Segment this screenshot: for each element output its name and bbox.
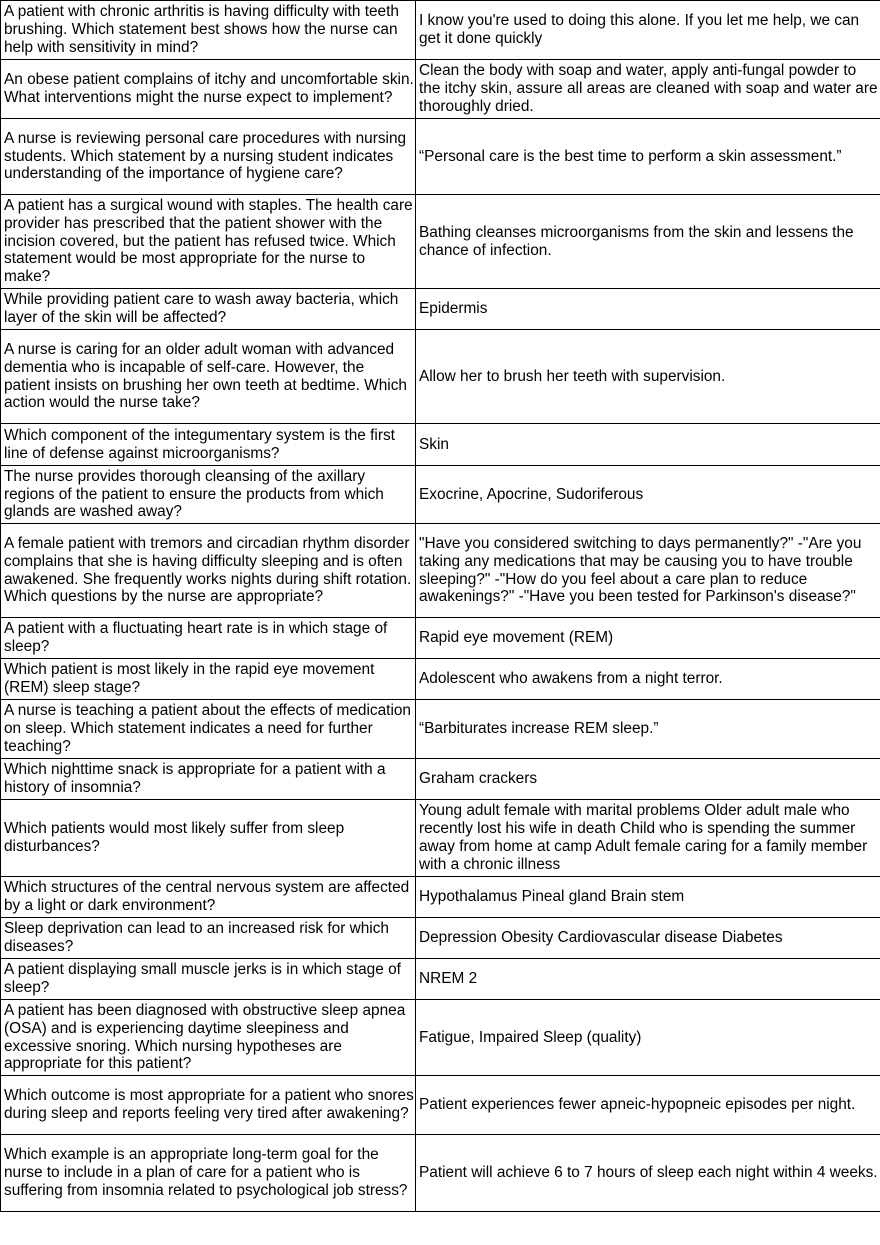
card-row — [1, 1, 880, 60]
answer-cell: Patient experiences fewer apneic-hypopneic episodes per night. — [416, 1076, 880, 1135]
answer-cell: Rapid eye movement (REM) — [416, 618, 880, 659]
answer-cell: Graham crackers — [416, 759, 880, 800]
question-cell: Which nighttime snack is appropriate for a patient with a history of insomnia? — [1, 759, 416, 800]
card-row — [1, 466, 880, 524]
question-cell: A female patient with tremors and circadian rhythm disorder complains that she is having difficulty sleeping and is often awakened. She frequently works nights during shift rotation. Which questions by the nurse are appropriate? — [1, 524, 416, 618]
card-row — [1, 524, 880, 618]
answer-cell: Depression Obesity Cardiovascular disease Diabetes — [416, 918, 880, 959]
card-row — [1, 1000, 880, 1076]
answer-cell: Young adult female with marital problems Older adult male who recently lost his wife in death Child who is spending the summer away from home at camp Adult female caring for a family member with a chronic illness — [416, 800, 880, 877]
card-row — [1, 1076, 880, 1135]
card-row — [1, 618, 880, 659]
question-cell: Which component of the integumentary system is the first line of defense against microorganisms? — [1, 424, 416, 466]
answer-cell: Allow her to brush her teeth with supervision. — [416, 330, 880, 424]
question-cell: A patient displaying small muscle jerks is in which stage of sleep? — [1, 959, 416, 1000]
card-row — [1, 759, 880, 800]
question-cell: Which example is an appropriate long-term goal for the nurse to include in a plan of care for a patient who is suffering from insomnia related to psychological job stress? — [1, 1135, 416, 1212]
answer-cell: Exocrine, Apocrine, Sudoriferous — [416, 466, 880, 524]
card-row — [1, 800, 880, 877]
answer-cell: Fatigue, Impaired Sleep (quality) — [416, 1000, 880, 1076]
question-cell: An obese patient complains of itchy and uncomfortable skin. What interventions might the nurse expect to implement? — [1, 60, 416, 119]
card-row — [1, 959, 880, 1000]
card-row — [1, 195, 880, 289]
question-cell: Which patient is most likely in the rapid eye movement (REM) sleep stage? — [1, 659, 416, 700]
answer-cell: “Personal care is the best time to perform a skin assessment.” — [416, 119, 880, 195]
answer-cell: Epidermis — [416, 289, 880, 330]
answer-cell: NREM 2 — [416, 959, 880, 1000]
question-cell: A patient with a fluctuating heart rate is in which stage of sleep? — [1, 618, 416, 659]
answer-cell: Patient will achieve 6 to 7 hours of sleep each night within 4 weeks. — [416, 1135, 880, 1212]
question-cell: Which outcome is most appropriate for a patient who snores during sleep and reports feeling very tired after awakening? — [1, 1076, 416, 1135]
card-row — [1, 60, 880, 119]
card-row — [1, 330, 880, 424]
question-cell: Which structures of the central nervous system are affected by a light or dark environment? — [1, 877, 416, 918]
answer-cell: Clean the body with soap and water, apply anti-fungal powder to the itchy skin, assure all areas are cleaned with soap and water are thoroughly dried. — [416, 60, 880, 119]
card-row — [1, 1135, 880, 1212]
question-cell: A patient has been diagnosed with obstructive sleep apnea (OSA) and is experiencing daytime sleepiness and excessive snoring. Which nursing hypotheses are appropriate for this patient? — [1, 1000, 416, 1076]
question-cell: A nurse is teaching a patient about the effects of medication on sleep. Which statement indicates a need for further teaching? — [1, 700, 416, 759]
card-row — [1, 119, 880, 195]
answer-cell: Skin — [416, 424, 880, 466]
question-cell: While providing patient care to wash away bacteria, which layer of the skin will be affected? — [1, 289, 416, 330]
answer-cell: I know you're used to doing this alone. If you let me help, we can get it done quickly — [416, 1, 880, 60]
card-row — [1, 424, 880, 466]
question-cell: A patient has a surgical wound with staples. The health care provider has prescribed that the patient shower with the incision covered, but the patient has refused twice. Which statement would be most appropriate for the nurse to make? — [1, 195, 416, 289]
question-cell: The nurse provides thorough cleansing of the axillary regions of the patient to ensure the products from which glands are washed away? — [1, 466, 416, 524]
question-cell: A patient with chronic arthritis is having difficulty with teeth brushing. Which statement best shows how the nurse can help with sensitivity in mind? — [1, 1, 416, 60]
answer-cell: Adolescent who awakens from a night terror. — [416, 659, 880, 700]
answer-cell: "Have you considered switching to days permanently?" -"Are you taking any medications that may be causing you to have trouble sleeping?" -"How do you feel about a care plan to reduce awakenings?" -"Have you been tested for Parkinson's disease?" — [416, 524, 880, 618]
card-row — [1, 289, 880, 330]
answer-cell: Hypothalamus Pineal gland Brain stem — [416, 877, 880, 918]
answer-cell: Bathing cleanses microorganisms from the skin and lessens the chance of infection. — [416, 195, 880, 289]
card-row — [1, 877, 880, 918]
answer-cell: “Barbiturates increase REM sleep.” — [416, 700, 880, 759]
card-row — [1, 918, 880, 959]
question-cell: Which patients would most likely suffer from sleep disturbances? — [1, 800, 416, 877]
question-cell: A nurse is reviewing personal care procedures with nursing students. Which statement by a nursing student indicates understanding of the importance of hygiene care? — [1, 119, 416, 195]
question-cell: Sleep deprivation can lead to an increased risk for which diseases? — [1, 918, 416, 959]
question-cell: A nurse is caring for an older adult woman with advanced dementia who is incapable of self-care. However, the patient insists on brushing her own teeth at bedtime. Which action would the nurse take? — [1, 330, 416, 424]
card-row — [1, 700, 880, 759]
card-row — [1, 659, 880, 700]
